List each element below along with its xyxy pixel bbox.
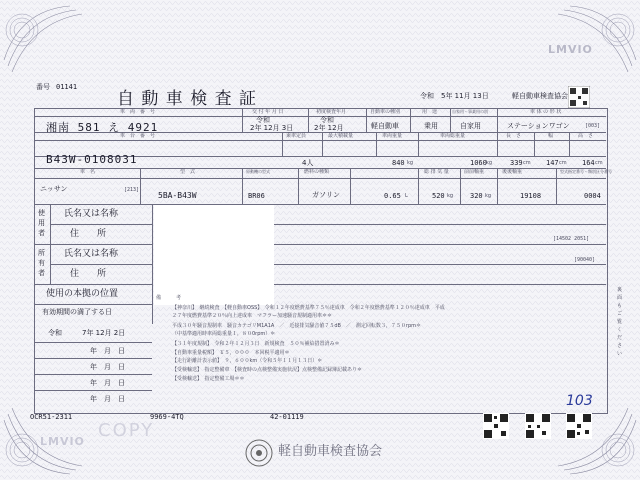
note-line-1: 【神奈川】 継続検査 【軽自動車OSS】 令和１２年度燃費基準７５％達成車 令和２年度燃費基準１２０％達成車 平成 [172, 305, 445, 311]
label-gross-weight: 車両総重量 [440, 133, 466, 139]
body-shape: ステーションワゴン [507, 122, 570, 130]
note-line-4: （中基準適用時車両総重量１，８０0rpm）＊ [172, 331, 276, 337]
ocr-code: OCR51-2311 [30, 413, 73, 421]
header-qr-icon [568, 86, 590, 108]
width-unit: cm [559, 160, 567, 166]
engine-model: BR06 [248, 192, 265, 200]
vehicle-model: 5BA-B43W [158, 191, 197, 200]
label-plate: 車 両 番 号 [120, 109, 156, 115]
label-use: 用 途 [422, 109, 438, 115]
front-axle-unit: kg [447, 193, 454, 199]
user-name-label: 氏名又は名称 [64, 209, 119, 219]
seating-capacity: 4人 [302, 159, 314, 167]
issuer-seal-icon [244, 438, 274, 468]
qr-code-1-icon [483, 413, 509, 439]
brand-watermark-bottom: LMVIO [40, 435, 85, 448]
label-chassis: 車 台 番 号 [120, 133, 156, 139]
owner-label: 所有者 [38, 249, 45, 277]
label-body-shape: 車 体 の 形 状 [530, 109, 562, 115]
note-line-9: 【受検輸送】 指定整備工場＊＊ [172, 376, 245, 382]
label-make: 車 名 [80, 169, 96, 175]
owner-name-label: 氏名又は名称 [64, 249, 119, 259]
issue-era: 令和 [256, 116, 270, 124]
number-value: 01141 [56, 83, 78, 91]
private-use: 自家用 [460, 122, 481, 130]
note-line-6: 【自動車重量税額】 ￥５，０００ 本回税平適用＊ [172, 350, 290, 356]
label-engine: 原動機の型式 [246, 169, 270, 174]
note-line-2: ２７年度燃費基準２０％向上達成車 マフラー加速騒音規制適用車＊＊ [172, 313, 333, 319]
issue-date: 令和 5年 11月 13日 [420, 92, 489, 100]
make-code: [213] [124, 187, 140, 193]
vehicle-make: ニッサン [40, 185, 68, 193]
note-line-3: 平成３０年騒音規制車 騒音カテゴリM1A1A ／ 近接排気騒音値７５dB ／ 測定回転数３，７５０rpm＊ [172, 323, 422, 329]
issuing-office: 軽自動車検査協会 [512, 92, 568, 100]
redacted-owner-info [154, 205, 274, 305]
label-width: 幅 [548, 133, 554, 139]
side-note: 裏面もご覧ください [617, 287, 623, 357]
user-label: 使用者 [38, 209, 45, 237]
label-max-load: 最大積載量 [328, 133, 354, 139]
blank-date-4: 年 月 日 [90, 395, 125, 403]
vehicle-width: 147 [546, 159, 559, 167]
first-inspection: 2年 12月 [314, 124, 344, 132]
issuer-name: 軽自動車検査協会 [278, 444, 383, 459]
label-height: 高 さ [578, 133, 594, 139]
qr-code-2-icon [525, 413, 551, 439]
label-weight: 車両重量 [382, 133, 403, 139]
label-private-use: 自家用・事業用の別 [452, 109, 488, 114]
brand-watermark-top: LMVIO [548, 43, 593, 56]
base-location-label: 使用の本拠の位置 [46, 289, 119, 299]
qr-code-3-icon [566, 413, 592, 439]
label-length: 長 さ [506, 133, 522, 139]
owner-address-code: [90040] [574, 257, 596, 263]
displacement: 0.65 [384, 192, 401, 200]
blank-date-3: 年 月 日 [90, 379, 125, 387]
displacement-unit: L [405, 193, 408, 199]
serial-2: 42-01119 [270, 413, 304, 421]
plate-number: 湘南 581 え 4921 [46, 121, 159, 134]
weight-unit: kg [407, 160, 414, 166]
expiry-date: 7年 12月 2日 [82, 329, 126, 337]
label-fuel: 燃料の種類 [304, 169, 330, 175]
height-unit: cm [595, 160, 603, 166]
label-displacement: 総 排 気 量 [424, 169, 449, 175]
notes-label: 備 考 [156, 295, 182, 301]
body-code: [003] [585, 123, 601, 129]
note-line-8: 【受検輸送】 指定整備車 【検査時の点検整備実施状況】点検整備記録簿記載あり＊ [172, 367, 363, 373]
label-rear-axle: 後後軸重 [502, 169, 523, 175]
blank-date-2: 年 月 日 [90, 363, 125, 371]
length-unit: cm [523, 160, 531, 166]
vehicle-weight: 840 [392, 159, 405, 167]
vehicle-type: 軽自動車 [371, 122, 399, 130]
rear-axle-weight: 320 [470, 192, 483, 200]
gross-weight-unit: kg [486, 160, 493, 166]
label-model: 型 式 [180, 169, 196, 175]
rear-axle-unit: kg [485, 193, 492, 199]
issue-day: 2年 12月 3日 [250, 124, 294, 132]
front-axle-weight: 520 [432, 192, 445, 200]
number-label: 番号 [36, 83, 50, 91]
category-number: 0004 [584, 192, 601, 200]
fuel-type: ガソリン [312, 191, 340, 199]
handwritten-number: 103 [566, 393, 593, 409]
vehicle-use: 乗用 [424, 122, 438, 130]
model-designation-number: 19108 [520, 192, 542, 200]
vehicle-height: 164 [582, 159, 595, 167]
owner-address-label: 住 所 [70, 269, 107, 279]
expiry-label: 有効期間の満了する日 [42, 308, 112, 316]
label-vehicle-type: 自動車の種別 [370, 109, 401, 115]
chassis-number: B43W-0108031 [46, 153, 138, 166]
label-capacity: 乗車定員 [286, 133, 307, 139]
blank-date-1: 年 月 日 [90, 347, 125, 355]
user-address-code: [14502 2051] [553, 236, 590, 242]
gross-weight: 1060 [470, 159, 487, 167]
copy-watermark: COPY [98, 420, 155, 441]
serial-1: 9969-4TQ [150, 413, 184, 421]
expiry-era: 令和 [48, 329, 62, 337]
first-era: 令和 [320, 116, 334, 124]
page-title: 自 動 車 検 査 証 [117, 89, 258, 109]
note-line-7: 【走行距離計表示値】 ９，６００km（令和５年１１月１３日）＊ [172, 358, 323, 364]
label-model-designation: 型式指定番号・類別区分番号 [560, 169, 612, 174]
user-address-label: 住 所 [70, 229, 107, 239]
vehicle-length: 339 [510, 159, 523, 167]
label-first-inspection: 初度検査年月 [316, 109, 347, 115]
label-issue-date: 交 付 年 月 日 [252, 109, 284, 115]
label-front-axle: 前前軸重 [464, 169, 485, 175]
note-line-5: 【３１年度規制】 令和２年１２月３日 新規検査 ５０％補給措置済み＊ [172, 341, 340, 347]
